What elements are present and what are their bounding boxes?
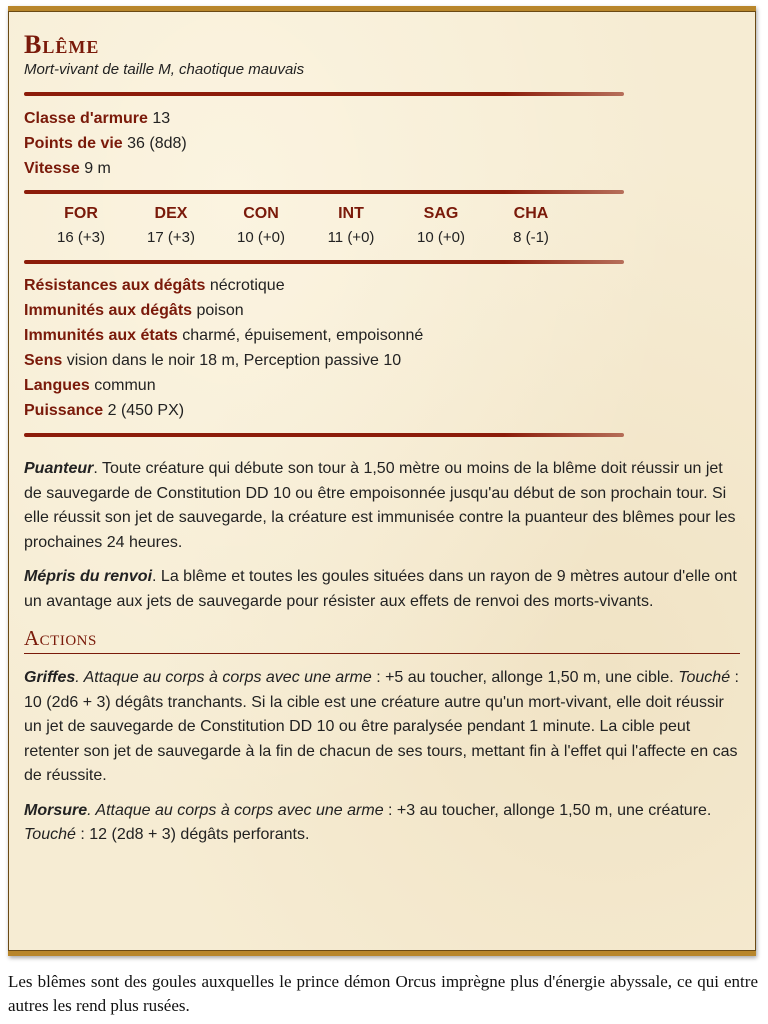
- damage-immunities-line: [24, 298, 744, 323]
- ability-value: 10 (+0): [417, 229, 465, 246]
- property-label: Immunités aux dégâts: [24, 302, 193, 319]
- ability-value: 16 (+3): [57, 229, 105, 246]
- damage-resistances-line: [24, 273, 744, 298]
- property-value: nécrotique: [209, 277, 285, 294]
- armor-class-label: Classe d'armure: [24, 110, 148, 127]
- properties: [24, 273, 744, 423]
- trait-text: . La blême et toutes les goules situées dans un rayon de 9 mètres autour d'elle ont un avantage aux jets de sauvegarde pour résister aux effets de renvoi des morts-vivants.: [24, 568, 737, 610]
- ability-con: [216, 202, 306, 250]
- stat-block: [8, 6, 756, 956]
- action-text: : +3 au toucher, allonge 1,50 m, une créature.: [383, 801, 712, 819]
- trait-stench: [24, 457, 744, 555]
- speed-line: [24, 156, 744, 181]
- ability-label: FOR: [64, 205, 98, 222]
- challenge-line: [24, 398, 744, 423]
- action-text: : 12 (2d8 + 3) dégâts perforants.: [75, 826, 310, 843]
- ability-value: 10 (+0): [237, 229, 285, 246]
- trait-text: . Toute créature qui débute son tour à 1,50 mètre ou moins de la blême doit réussir un jet de sauvegarde de Constitution DD 10 ou être empoisonnée jusqu'au début de son prochain tour. Si elle réussit son jet de sauvegarde, la créature est immunisée contre la puanteur des blêmes pour les prochaines 24 heures.: [24, 460, 736, 551]
- ability-int: [306, 202, 396, 250]
- ability-sag: [396, 202, 486, 250]
- hit-points-label: Points de vie: [24, 135, 123, 152]
- ability-label: DEX: [154, 205, 188, 222]
- action-claws: [24, 666, 744, 789]
- ability-label: INT: [338, 205, 364, 222]
- trait-name: Puanteur: [24, 460, 94, 477]
- monster-name: Blême: [24, 30, 100, 59]
- ability-scores: [36, 202, 576, 250]
- hit-points-line: [24, 131, 744, 156]
- speed-label: Vitesse: [24, 160, 80, 177]
- property-value: vision dans le noir 18 m, Perception passive 10: [66, 352, 402, 369]
- action-bite: [24, 799, 744, 848]
- monster-subtitle: Mort-vivant de taille M, chaotique mauvais: [24, 61, 305, 78]
- speed-value: 9 m: [84, 160, 111, 177]
- action-attack-type: . Attaque au corps à corps avec une arme: [75, 669, 372, 686]
- ability-label: SAG: [423, 205, 459, 222]
- property-value: 2 (450 PX): [107, 402, 185, 419]
- property-label: Immunités aux états: [24, 327, 178, 344]
- actions-heading: Actions: [24, 626, 740, 654]
- property-value: commun: [94, 377, 156, 394]
- ability-cha: [486, 202, 576, 250]
- property-label: Sens: [24, 352, 63, 369]
- basic-stats: [24, 106, 744, 181]
- trait-turning-defiance: [24, 565, 744, 614]
- action-hit-label: Touché: [24, 826, 76, 843]
- action-hit-label: Touché: [678, 669, 731, 686]
- property-label: Puissance: [24, 402, 104, 419]
- ability-value: 17 (+3): [147, 229, 195, 246]
- senses-line: [24, 348, 744, 373]
- languages-line: [24, 373, 744, 398]
- ability-for: [36, 202, 126, 250]
- property-value: charmé, épuisement, empoisonné: [182, 327, 424, 344]
- action-attack-type: . Attaque au corps à corps avec une arme: [87, 801, 384, 819]
- property-value: poison: [196, 302, 244, 319]
- ability-value: 11 (+0): [327, 229, 375, 246]
- ability-dex: [126, 202, 216, 250]
- ability-label: CON: [243, 205, 279, 222]
- property-label: Langues: [24, 377, 90, 394]
- armor-class-value: 13: [152, 110, 171, 127]
- section-rule: [24, 433, 624, 437]
- action-text: : +5 au toucher, allonge 1,50 m, une cible.: [371, 669, 679, 686]
- caption-text: Les blêmes sont des goules auxquelles le prince démon Orcus imprègne plus d'énergie abyssale, ce qui entre autres les rend plus rusées.: [8, 972, 758, 1015]
- section-rule: [24, 92, 624, 96]
- stat-block-content: [24, 31, 744, 848]
- condition-immunities-line: [24, 323, 744, 348]
- trait-name: Mépris du renvoi: [24, 568, 153, 585]
- armor-class-line: [24, 106, 744, 131]
- ability-label: CHA: [513, 205, 549, 222]
- ability-value: 8 (-1): [513, 229, 549, 246]
- section-rule: [24, 260, 624, 264]
- action-name: Griffes: [24, 669, 76, 686]
- action-text: : 10 (2d6 + 3) dégâts tranchants. Si la cible est une créature autre qu'un mort-vivant, elle doit réussir un jet de sauvegarde de Constitution DD 10 ou être paralysée pendant 1 minute. La cible peut retenter son jet de sauvegarde à la fin de chacun de ses tours, mettant fin à l'effet qui l'affecte en cas de réussite.: [24, 669, 739, 784]
- section-rule: [24, 190, 624, 194]
- property-label: Résistances aux dégâts: [24, 277, 206, 294]
- action-name: Morsure: [24, 801, 88, 819]
- hit-points-value: 36 (8d8): [127, 135, 187, 152]
